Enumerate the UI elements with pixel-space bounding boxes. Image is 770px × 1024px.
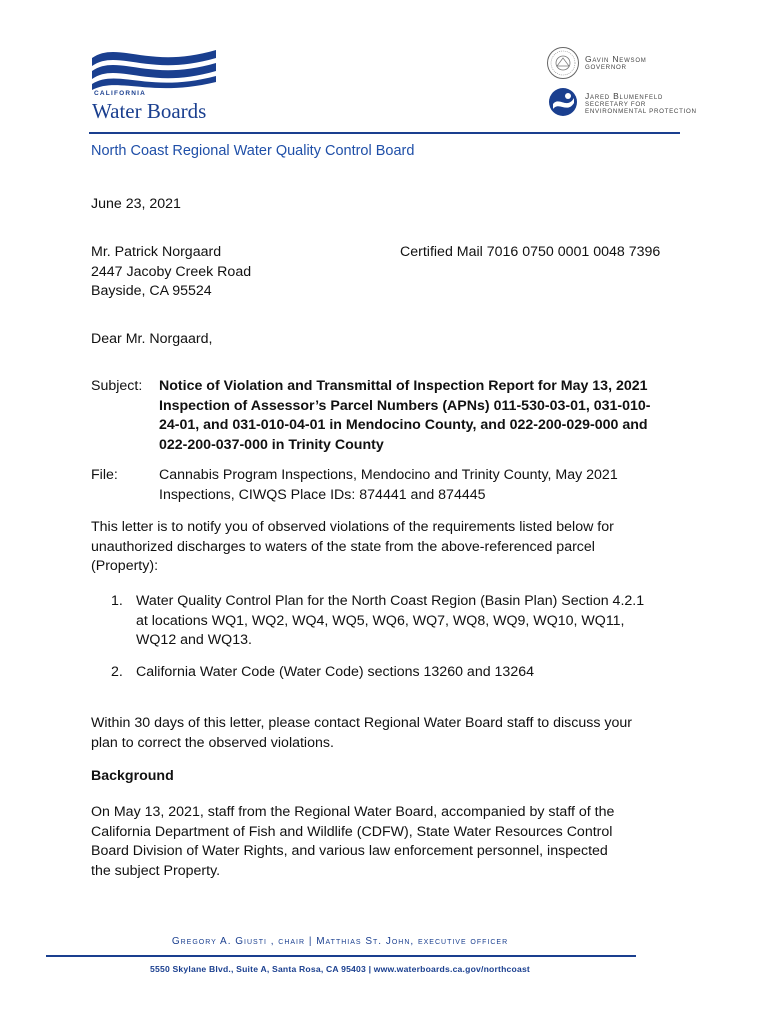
list-item: [136, 663, 696, 683]
governor-title: GOVERNOR: [585, 64, 627, 71]
file-text: [159, 466, 689, 505]
secretary-name: Jared Blumenfeld: [585, 91, 664, 101]
salutation: Dear Mr. Norgaard,: [91, 331, 213, 347]
file-line: Inspections, CIWQS Place IDs: 874441 and 874445: [159, 486, 486, 503]
list-number: 1.: [111, 593, 123, 609]
paragraph-line: California Department of Fish and Wildlife (CDFW), State Water Resources Control: [91, 823, 613, 840]
certified-mail-number: Certified Mail 7016 0750 0001 0048 7396: [400, 244, 661, 260]
file-label: File:: [91, 467, 118, 483]
paragraph-line: On May 13, 2021, staff from the Regional Water Board, accompanied by staff of the: [91, 804, 615, 820]
state-seal-icon: [546, 46, 580, 85]
recipient-street: 2447 Jacoby Creek Road: [91, 263, 252, 280]
paragraph-line: unauthorized discharges to waters of the state from the above-referenced parcel: [91, 538, 595, 555]
file-line: Cannabis Program Inspections, Mendocino and Trinity County, May 2021: [159, 467, 618, 483]
calepa-logo-icon: [547, 86, 579, 123]
paragraph-line: the subject Property.: [91, 862, 221, 879]
subject-line: 24-01, and 031-010-04-01 in Mendocino County, and 022-200-029-000 and: [159, 417, 648, 433]
waves-icon: [88, 44, 218, 90]
subject-label: Subject:: [91, 378, 143, 394]
governor-name: Gavin Newsom: [585, 54, 647, 64]
footer-divider: [46, 955, 636, 957]
paragraph-line: plan to correct the observed violations.: [91, 734, 334, 751]
footer-address: 5550 Skylane Blvd., Suite A, Santa Rosa, CA 95403 | www.waterboards.ca.gov/northcoast: [150, 964, 530, 974]
water-boards-logo: [88, 44, 218, 124]
background-paragraph: [91, 803, 691, 881]
subject-line: Inspection of Assessor’s Parcel Numbers (APNs) 011-530-03-01, 031-010-: [159, 397, 651, 414]
intro-paragraph: [91, 518, 691, 577]
background-heading: Background: [91, 768, 174, 784]
logo-name-text: Water Boards: [92, 99, 207, 123]
list-number: 2.: [111, 664, 123, 680]
secretary-title-line1: SECRETARY FOR: [585, 101, 647, 108]
header-divider: [89, 132, 680, 134]
footer-officers: Gregory A. Giusti , chair | Matthias St. John, executive officer: [171, 936, 509, 947]
paragraph-line: Board Division of Water Rights, and various law enforcement personnel, inspected: [91, 843, 608, 859]
subject-text: [159, 377, 689, 455]
paragraph-line: Within 30 days of this letter, please contact Regional Water Board staff to discuss your: [91, 715, 632, 731]
recipient-name: Mr. Patrick Norgaard: [91, 244, 222, 260]
subject-line: Notice of Violation and Transmittal of Inspection Report for May 13, 2021: [159, 378, 648, 394]
letter-date: June 23, 2021: [91, 196, 181, 212]
list-line: at locations WQ1, WQ2, WQ4, WQ5, WQ6, WQ7, WQ8, WQ9, WQ10, WQ11,: [136, 612, 625, 629]
list-line: Water Quality Control Plan for the North Coast Region (Basin Plan) Section 4.2.1: [136, 593, 645, 609]
paragraph-line: This letter is to notify you of observed violations of the requirements listed below for: [91, 519, 614, 535]
subject-line: 022-200-037-000 in Trinity County: [159, 436, 384, 453]
secretary-title-line2: ENVIRONMENTAL PROTECTION: [585, 108, 697, 115]
contact-paragraph: [91, 714, 691, 753]
list-item: [136, 592, 696, 651]
list-line: California Water Code (Water Code) sections 13260 and 13264: [136, 664, 534, 680]
logo-state-text: CALIFORNIA: [94, 90, 147, 97]
board-name: North Coast Regional Water Quality Control Board: [91, 143, 415, 159]
list-line: WQ12 and WQ13.: [136, 632, 252, 648]
recipient-city: Bayside, CA 95524: [91, 283, 212, 299]
paragraph-line: (Property):: [91, 558, 159, 574]
recipient-address: [91, 243, 251, 302]
